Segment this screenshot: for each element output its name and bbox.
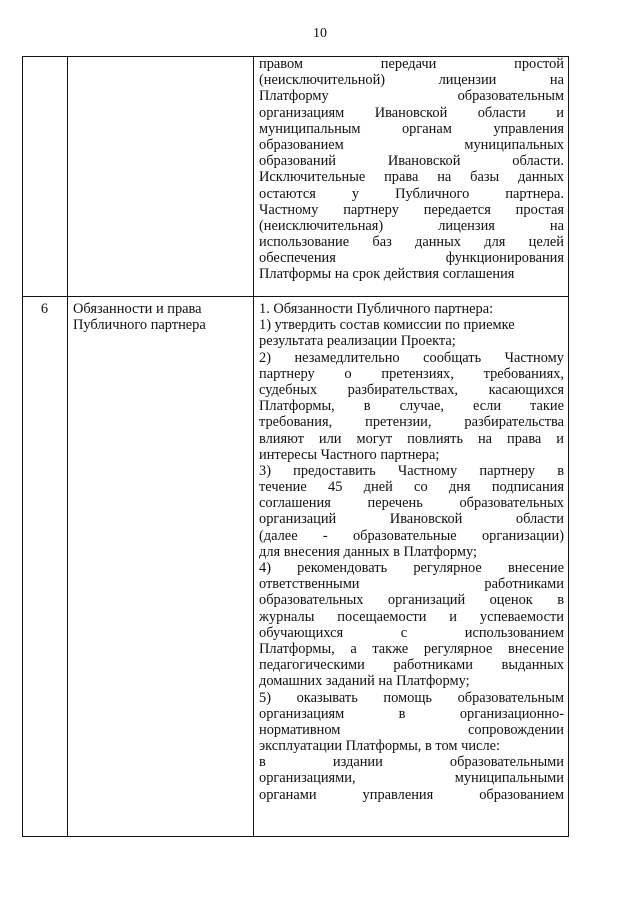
text-line: образованием муниципальных <box>259 136 564 153</box>
text-line: для внесения данных в Платформу; <box>259 543 477 560</box>
text-line: интересы Частного партнера; <box>259 446 440 463</box>
text-line: образований Ивановской области. <box>259 153 564 170</box>
text-line: 2) незамедлительно сообщать Частному <box>259 349 564 366</box>
text-line: (неисключительной) лицензии на <box>259 72 564 89</box>
text-line: 1) утвердить состав комиссии по приемке <box>259 317 515 334</box>
agreement-table <box>22 56 569 837</box>
text-line: организациям Ивановской области и <box>259 104 564 121</box>
text-line: результата реализации Проекта; <box>259 333 456 350</box>
text-line: ответственными работниками <box>259 576 564 593</box>
text-line: организациям в организационно- <box>259 705 564 722</box>
text-line: Публичного партнера <box>73 317 206 334</box>
text-line: Платформы, в случае, если такие <box>259 398 564 415</box>
text-line: Платформы, а также регулярное внесение <box>259 640 564 657</box>
text-line: партнеру о претензиях, требованиях, <box>259 365 564 382</box>
text-line: соглашения перечень образовательных <box>259 495 564 512</box>
text-line: Частному партнеру передается простая <box>259 201 564 218</box>
duties-cell <box>259 301 564 803</box>
text-line: эксплуатации Платформы, в том числе: <box>259 738 501 755</box>
text-line: Исключительные права на базы данных <box>259 169 564 186</box>
page-number: 10 <box>313 26 327 41</box>
text-line: домашних заданий на Платформу; <box>259 673 470 690</box>
row-title <box>73 301 253 333</box>
column-divider-2 <box>253 56 254 837</box>
text-line: правом передачи простой <box>259 56 564 72</box>
continuation-cell <box>259 56 564 283</box>
text-line: Платформы на срок действия соглашения <box>259 266 515 283</box>
text-line: журналы посещаемости и успеваемости <box>259 608 564 625</box>
row-divider <box>22 296 569 297</box>
text-line: Платформу образовательным <box>259 88 564 105</box>
text-line: образовательных организаций оценок в <box>259 592 564 609</box>
text-line: требования, претензии, разбирательства <box>259 414 564 431</box>
text-line: нормативном сопровождении <box>259 721 564 738</box>
text-line: течение 45 дней со дня подписания <box>259 479 564 496</box>
text-line: (неисключительная) лицензия на <box>259 217 564 234</box>
text-line: муниципальным органам управления <box>259 120 564 137</box>
text-line: использование баз данных для целей <box>259 234 564 251</box>
table-border-left <box>22 56 23 837</box>
text-line: влияют или могут повлиять на права и <box>259 430 564 447</box>
table-border-right <box>568 56 569 837</box>
text-line: 5) оказывать помощь образовательным <box>259 689 564 706</box>
text-line: (далее - образовательные организации) <box>259 527 564 544</box>
text-line: обеспечения функционирования <box>259 250 564 267</box>
text-line: судебных разбирательствах, касающихся <box>259 381 564 398</box>
text-line: органами управления образованием <box>259 786 564 803</box>
text-line: организациями, муниципальными <box>259 770 564 787</box>
text-line: 3) предоставить Частному партнеру в <box>259 462 564 479</box>
row-number: 6 <box>40 301 49 317</box>
column-divider-1 <box>67 56 68 837</box>
table-border-bottom <box>22 836 569 837</box>
text-line: в издании образовательными <box>259 754 564 771</box>
text-line: Обязанности и права <box>73 301 202 317</box>
text-line: педагогическими работниками выданных <box>259 657 564 674</box>
text-line: 4) рекомендовать регулярное внесение <box>259 560 564 576</box>
text-line: остаются у Публичного партнера. <box>259 185 564 202</box>
text-line: обучающихся с использованием <box>259 624 564 641</box>
text-line: организаций Ивановской области <box>259 511 564 528</box>
text-line: 1. Обязанности Публичного партнера: <box>259 301 494 317</box>
